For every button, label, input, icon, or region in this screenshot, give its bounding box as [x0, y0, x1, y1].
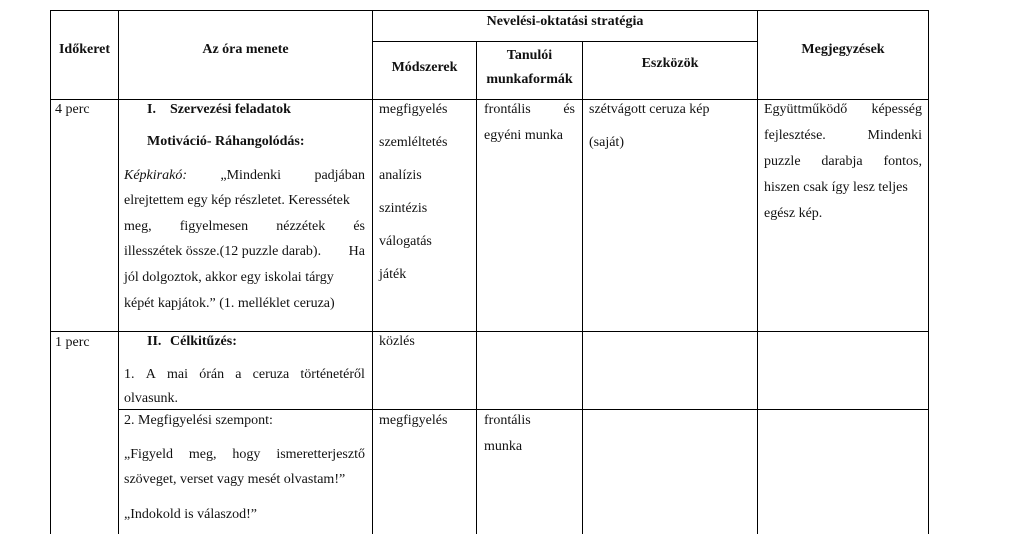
word: képesség: [871, 102, 922, 117]
col-divider-1: [118, 10, 119, 534]
row2-goal-line2: olvasunk.: [124, 391, 179, 406]
row1-workform-line1: [484, 102, 575, 118]
row1-tools-line2: (saját): [589, 135, 624, 150]
row1-notes-line4: hiszen csak így lesz teljes: [764, 180, 908, 195]
word: meg,: [188, 447, 217, 462]
header-tanuloi-1: Tanulói: [506, 48, 553, 63]
row1-notes-line3: [764, 154, 922, 170]
header-modszerek: Módszerek: [391, 60, 458, 75]
row3-workform-line2: munka: [484, 439, 523, 454]
word: 1.: [124, 367, 135, 382]
word: darabja: [821, 154, 863, 169]
col-divider-4: [582, 41, 583, 534]
row1-time: 4 perc: [55, 102, 90, 117]
word: Mindenki: [867, 128, 922, 143]
row2-time: 1 perc: [55, 335, 90, 350]
word: Ha: [348, 244, 365, 259]
row1-notes-line5: egész kép.: [764, 206, 823, 221]
row1-motivation: Motiváció- Ráhangolódás:: [147, 134, 305, 149]
col-divider-3: [476, 41, 477, 534]
method-item: válogatás: [379, 234, 432, 249]
word: „Figyeld: [124, 447, 173, 462]
header-bottom-border: [50, 99, 928, 100]
row2-bottom-border: [118, 409, 928, 410]
word: és: [563, 102, 575, 117]
row1-bottom-border: [50, 331, 928, 332]
row1-desc-line2: elrejtettem egy kép részletet. Keressétek: [124, 193, 350, 208]
table-right-border: [928, 10, 929, 534]
word: hogy: [232, 447, 261, 462]
method-item: analízis: [379, 168, 422, 183]
word: puzzle: [764, 154, 801, 169]
table-top-border: [50, 10, 928, 11]
word: illesszétek össze.(12 puzzle darab).: [124, 244, 322, 259]
strategy-header-divider: [372, 41, 757, 42]
method-item: szintézis: [379, 201, 428, 216]
row1-notes-line1: [764, 102, 922, 118]
row1-desc-line4: [124, 244, 365, 260]
row2-method: közlés: [379, 334, 415, 349]
row1-desc-line1: [124, 168, 365, 184]
header-ora-menete: Az óra menete: [202, 42, 289, 57]
word: padjában: [314, 168, 365, 183]
word: Együttműködő: [764, 102, 848, 117]
row1-section-number: I.: [147, 102, 156, 117]
method-item: megfigyelés: [379, 102, 448, 117]
row1-section-title: Szervezési feladatok: [170, 102, 291, 117]
row2-goal-line1: [124, 367, 365, 383]
table-left-border: [50, 10, 51, 534]
row2-section-title: Célkitűzés:: [170, 334, 237, 349]
row1-desc-line3: [124, 219, 365, 235]
word: meg,: [124, 219, 152, 234]
word: A: [145, 367, 156, 382]
col-divider-5: [757, 10, 758, 534]
row3-method: megfigyelés: [379, 413, 448, 428]
method-item: szemléltetés: [379, 135, 448, 150]
word: ismeretterjesztő: [276, 447, 365, 462]
word: figyelmesen: [179, 219, 249, 234]
row1-desc-line5: jól dolgoztok, akkor egy iskolai tárgy: [124, 270, 334, 285]
col-divider-2: [372, 10, 373, 534]
word: fejlesztése.: [764, 128, 826, 143]
word: fontos,: [883, 154, 922, 169]
word: nézzétek: [276, 219, 326, 234]
header-strategia: Nevelési-oktatási stratégia: [486, 14, 644, 29]
word: ceruza: [252, 367, 290, 382]
word: és: [353, 219, 365, 234]
row1-desc-line6: képét kapjátok.” (1. melléklet ceruza): [124, 296, 335, 311]
word: a: [235, 367, 242, 382]
word: mai: [167, 367, 188, 382]
row3-observation-title: 2. Megfigyelési szempont:: [124, 413, 273, 428]
row3-question-line1: [124, 447, 365, 463]
row1-notes-line2: [764, 128, 922, 144]
picture-puzzle-label: Képkirakó:: [124, 168, 187, 183]
word: órán: [199, 367, 225, 382]
row3-question-line2: szöveget, verset vagy mesét olvastam!”: [124, 472, 346, 487]
header-eszkozok: Eszközök: [641, 56, 699, 71]
word: „Mindenki: [220, 168, 282, 183]
header-megjegyzesek: Megjegyzések: [801, 42, 885, 57]
row3-workform-line1: frontális: [484, 413, 531, 428]
word: frontális: [484, 102, 531, 117]
header-idokeret: Időkeret: [58, 42, 111, 57]
row1-tools-line1: szétvágott ceruza kép: [589, 102, 710, 117]
row2-section-number: II.: [147, 334, 162, 349]
row3-question-line3: „Indokold is válaszod!”: [124, 507, 257, 522]
header-tanuloi-2: munkaformák: [486, 72, 573, 87]
row1-workform-line2: egyéni munka: [484, 128, 563, 143]
method-item: játék: [379, 267, 407, 282]
word: történetéről: [300, 367, 365, 382]
